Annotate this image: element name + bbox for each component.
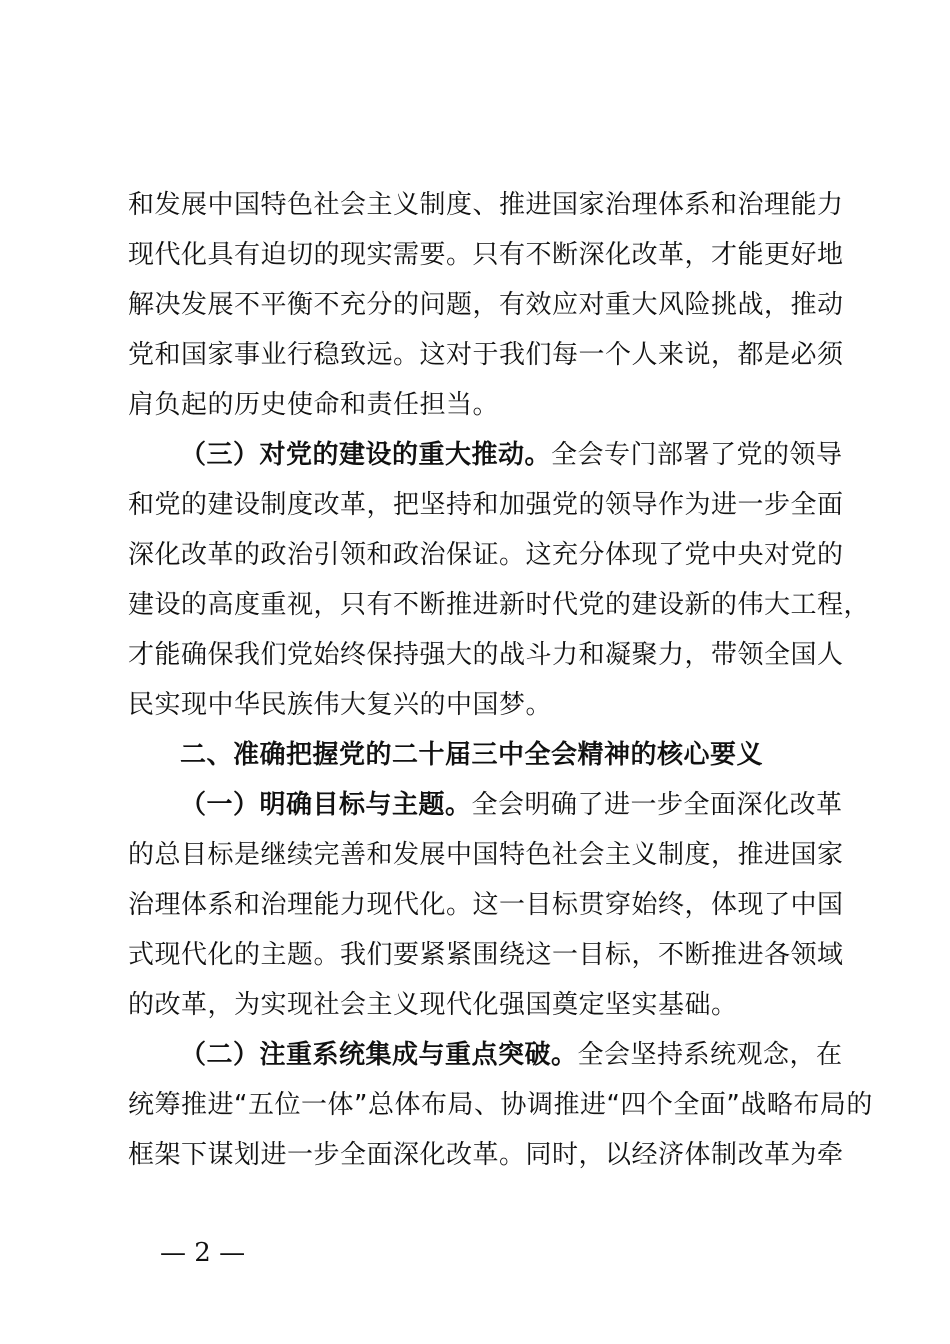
paragraph-line: 的总目标是继续完善和发展中国特色社会主义制度，推进国家 [128,840,844,870]
subsection-1-first-line [180,790,848,820]
subsection-1-text: 全会明确了进一步全面深化改革 [471,790,843,820]
page-number: — 2 — [160,1238,246,1268]
paragraph-line: 现代化具有迫切的现实需要。只有不断深化改革，才能更好地 [128,240,844,270]
paragraph-line: 治理体系和治理能力现代化。这一目标贯穿始终，体现了中国 [128,890,844,920]
section-3-text: 全会专门部署了党的领导 [551,440,843,470]
paragraph-line: 和党的建设制度改革，把坚持和加强党的领导作为进一步全面 [128,490,844,520]
paragraph-line: 统筹推进“五位一体”总体布局、协调推进“四个全面”战略布局的 [128,1090,873,1120]
paragraph-line: 的改革，为实现社会主义现代化强国奠定坚实基础。 [128,990,738,1020]
paragraph-line: 民实现中华民族伟大复兴的中国梦。 [128,690,553,720]
subsection-2-text: 全会坚持系统观念，在 [577,1040,843,1070]
subsection-2-heading: （二）注重系统集成与重点突破。 [180,1040,578,1070]
paragraph-line: 框架下谋划进一步全面深化改革。同时，以经济体制改革为牵 [128,1140,844,1170]
subsection-2-first-line [180,1040,848,1070]
section-3-first-line [180,440,848,470]
paragraph-line: 才能确保我们党始终保持强大的战斗力和凝聚力，带领全国人 [128,640,844,670]
section-3-heading: （三）对党的建设的重大推动。 [180,440,552,470]
paragraph-line: 党和国家事业行稳致远。这对于我们每一个人来说，都是必须 [128,340,844,370]
paragraph-line: 肩负起的历史使命和责任担当。 [128,390,500,420]
paragraph-line: 解决发展不平衡不充分的问题，有效应对重大风险挑战，推动 [128,290,844,320]
subsection-1-heading: （一）明确目标与主题。 [180,790,472,820]
paragraph-line: 建设的高度重视，只有不断推进新时代党的建设新的伟大工程， [128,590,871,620]
paragraph-line: 和发展中国特色社会主义制度、推进国家治理体系和治理能力 [128,190,844,220]
paragraph-line: 式现代化的主题。我们要紧紧围绕这一目标，不断推进各领域 [128,940,844,970]
paragraph-line: 深化改革的政治引领和政治保证。这充分体现了党中央对党的 [128,540,844,570]
part-2-title: 二、准确把握党的二十届三中全会精神的核心要义 [180,740,764,770]
